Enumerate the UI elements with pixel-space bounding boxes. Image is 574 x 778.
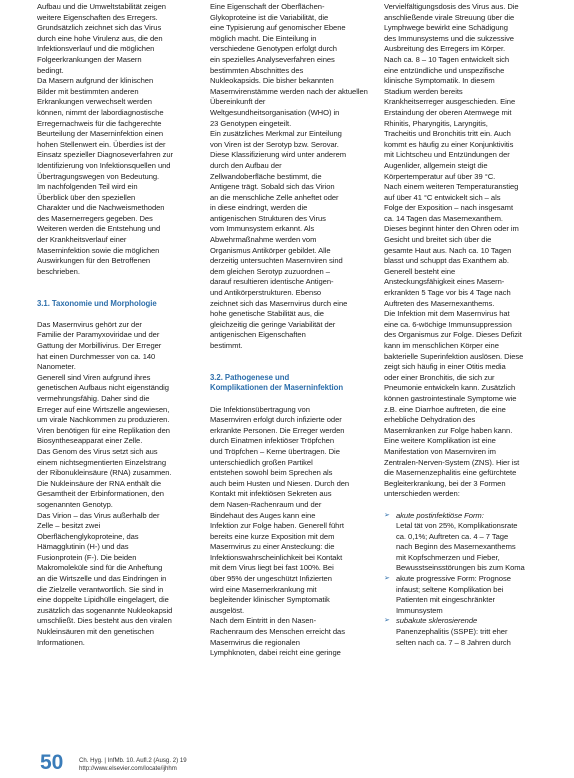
text-line: Abwehrmaßnahme werden vom <box>210 235 317 245</box>
text-line: eine ca. 6-wöchige Immunsuppression <box>384 319 512 329</box>
list-item <box>384 511 549 575</box>
text-line: verschiedene Genotypen erfolgt durch <box>210 44 337 54</box>
text-line: Das Genom des Virus setzt sich aus <box>37 446 158 456</box>
list-item <box>384 574 549 616</box>
encephalitis-forms-list <box>384 511 549 649</box>
text-line: unterschiedlich großen Partikel <box>210 457 313 467</box>
text-line: von Viren ist der Serotyp bzw. Serovar. <box>210 139 339 149</box>
text-line: die Zielzelle verantwortlich. Sie sind in <box>37 584 164 594</box>
text-line: der Krankheitsverlauf einer <box>37 235 127 245</box>
text-line: ca. 0,1%; Auftreten ca. 4 – 7 Tage <box>396 531 509 541</box>
text-line: Einsatz spezieller Diagnoseverfahren zur <box>37 150 174 160</box>
symptoms-paragraph <box>384 2 549 500</box>
text-line: Masernviren erfolgt durch infizierte oder <box>210 415 342 425</box>
text-line: bedingt. <box>37 65 64 75</box>
text-line: Die Infektion mit dem Masernvirus hat <box>384 309 510 319</box>
text-line: Bilder mit bestimmten anderen <box>37 86 139 96</box>
text-line: anschließende virale Streuung über die <box>384 12 515 22</box>
text-line: akute progressive Form: Prognose <box>396 574 511 584</box>
text-line: Erreger auf eine Wirtszelle angewiesen, <box>37 404 170 414</box>
text-line: umschließt. Dies besteht aus den viralen <box>37 616 172 626</box>
text-line: Übertragungswegen von Bedeutung. <box>37 171 160 181</box>
text-line: Ansteckungsfähigkeit eines Masern- <box>384 277 505 287</box>
text-line: auf über 41 °C entwickelt sich – als <box>384 192 501 202</box>
text-line: Nukleokapsids. Die bisher bekannten <box>210 76 334 86</box>
text-line: Gesicht und breitet sich über die <box>384 235 492 245</box>
text-line: blasst und schuppt das Exanthem ab. <box>384 256 509 266</box>
text-line: genetischen Aufbaus nicht eigenständig <box>37 383 169 393</box>
text-line: Patienten mit eingeschränkter <box>396 595 496 605</box>
text-line: Beurteilung der Maserninfektion einen <box>37 129 164 139</box>
text-line: ein spezielles Analyseverfahren eines <box>210 54 335 64</box>
text-line: gleichzeitig die geringe Variabilität der <box>210 319 336 329</box>
text-line: Im nachfolgenden Teil wird ein <box>37 182 138 192</box>
text-line: eine doppelte Lipidhülle eingelagert, die <box>37 595 169 605</box>
text-line: entstehen sowohl beim Sprechen als <box>210 468 333 478</box>
text-line: vermehrungsfähig. Daher sind die <box>37 393 150 403</box>
text-line: Vervielfältigungsdosis des Virus aus. Die <box>384 2 519 11</box>
text-line: beschrieben. <box>37 266 80 276</box>
text-line: ca. 14 Tagen das Masernexanthem. <box>384 213 503 223</box>
arrow-bullet-icon: ➢ <box>384 575 390 583</box>
text-line: Lymphwege bewirkt eine Schädigung <box>384 23 508 33</box>
text-line: eine Typisierung auf genomischer Ebene <box>210 23 346 33</box>
text-line: z.B. eine Diarrhoe auftreten, die eine <box>384 404 506 414</box>
text-line: Zentralen-Nerven-System (ZNS). Hier ist <box>384 457 520 467</box>
citation-url: http://www.elsevier.com/locate/ijhhm <box>79 764 177 772</box>
text-line: Generell sind Viren aufgrund ihres <box>37 372 151 382</box>
text-line: Krankheitserreger ausgeschieden. Eine <box>384 97 516 107</box>
text-line: Aufbau und die Umweltstabilität zeigen <box>37 2 166 11</box>
text-line: Die Infektionsübertragung von <box>210 404 310 414</box>
text-line: Masernvirus die regionalen <box>210 637 300 647</box>
text-line: eine entzündliche und unspezifische <box>384 65 505 75</box>
text-line: selten nach ca. 7 – 8 Jahren durch <box>396 637 511 647</box>
text-line: bestimmten Abschnittes des <box>210 65 304 75</box>
text-line: Begleiterkrankung, bei der 3 Formen <box>384 478 506 488</box>
text-line: Nach dem Eintritt in den Nasen- <box>210 616 317 626</box>
text-line: mit Lichtscheu und Entzündungen der <box>384 150 510 160</box>
text-line: Diese Klassifizierung wird unter anderem <box>210 150 347 160</box>
column-left <box>37 2 198 648</box>
text-line: erkrankte Personen. Die Erreger werden <box>210 425 345 435</box>
text-line: sogenannten Genotyp. <box>37 499 113 509</box>
text-line: Dieses beginnt hinter den Ohren oder im <box>384 224 519 234</box>
text-line: Infektion zur Folge haben. Generell führt <box>210 521 344 531</box>
taxonomy-paragraph <box>37 320 198 648</box>
text-line: hat einen Durchmesser von ca. 140 <box>37 351 156 361</box>
text-line: Zellwandoberfläche bestimmt, die <box>210 171 322 181</box>
heading-line: Komplikationen der Maserninfektion <box>210 383 344 393</box>
text-line: Infektionswahrscheinlichkeit bei Kontakt <box>210 552 343 562</box>
text-line: hohen Stellenwert ein. Überdies ist der <box>37 139 166 149</box>
text-line: Weiteren werden die Entstehung und <box>37 224 161 234</box>
text-line: klinische Symptomatik. In diesem <box>384 76 495 86</box>
text-line: Erregernachweis für die fachgerechte <box>37 118 162 128</box>
text-line: Auswirkungen für den Betroffenen <box>37 256 151 266</box>
intro-paragraph <box>37 2 198 277</box>
text-line: Manifestation von Masernviren im <box>384 446 496 456</box>
text-line: Familie der Paramyxoviridae und der <box>37 330 160 340</box>
list-item <box>384 616 549 648</box>
pathogenesis-paragraph <box>210 405 372 659</box>
text-line: an die Wirtszelle und das Eindringen in <box>37 574 167 584</box>
text-line: Fusionprotein (F-). Die beiden <box>37 552 137 562</box>
text-line: infaust; seltene Komplikation bei <box>396 584 504 594</box>
text-line: Ausbreitung des Erregers im Körper. <box>384 44 506 54</box>
text-line: Das Masernvirus gehört zur der <box>37 319 142 329</box>
text-line: Die Nukleinsäure der RNA enthält die <box>37 478 161 488</box>
text-line: Überblick über den speziellen <box>37 192 136 202</box>
text-line: 23 Genotypen eingeteilt. <box>210 118 292 128</box>
text-line: Kontakt mit infektiösen Sekreten aus <box>210 489 332 499</box>
text-line: Glykoproteine ist die Variabilität, die <box>210 12 329 22</box>
text-line: durch Einatmen infektiöser Tröpfchen <box>210 436 334 446</box>
text-line: Informationen. <box>37 637 85 647</box>
text-line: Erkrankungen verwechselt werden <box>37 97 152 107</box>
page-number: 50 <box>40 751 64 774</box>
text-line: Masernkranken zur Folge haben kann. <box>384 425 513 435</box>
text-line: dem Nasen-Rachenraum und der <box>210 499 322 509</box>
text-line: in diese eindringt, werden die <box>210 203 308 213</box>
text-line: weitere Eigenschaften des Erregers. <box>37 12 158 22</box>
text-line: Augenlider, allgemein steigt die <box>384 160 488 170</box>
text-line: Bindehaut des Auges kann eine <box>210 510 316 520</box>
text-line: Makromoleküle sind für die Anheftung <box>37 563 163 573</box>
text-line: und Antikörperstrukturen. Ebenso <box>210 288 322 298</box>
glycoprotein-paragraph <box>210 2 372 352</box>
text-line: antigenischen Strukturen des Virus <box>210 213 326 223</box>
text-line: Masernvirenstämme werden nach der aktuellen <box>210 86 368 96</box>
text-line: mit dem Virus liegt bei fast 100%. Bei <box>210 563 334 573</box>
text-line: Nach einem weiteren Temperaturanstieg <box>384 182 519 192</box>
text-line: zeigt sich häufig in einer Otitis media <box>384 362 506 372</box>
text-line: hohe genetische Stabilität aus, die <box>210 309 324 319</box>
text-line: dem gleichen Serotyp zuzuordnen – <box>210 266 330 276</box>
text-line: ausgelöst. <box>210 605 245 615</box>
text-line: zusätzlich das sogenannte Nukleokapsid <box>37 605 173 615</box>
text-line: zeichnet sich das Masernvirus durch eine <box>210 298 348 308</box>
text-line: Identifizierung von Infektionsquellen und <box>37 160 171 170</box>
column-right <box>384 2 549 648</box>
text-line: Zelle – besitzt zwei <box>37 521 101 531</box>
text-line: auch beim Husten und Niesen. Durch den <box>210 478 350 488</box>
text-line: Nukleinsäuren mit den genetischen <box>37 627 154 637</box>
text-line: Hämagglutinin (H-) und das <box>37 542 129 552</box>
text-line: kommt es häufig zu einer Konjunktivitis <box>384 139 514 149</box>
text-line: des Immunsystems und die sukzessive <box>384 33 514 43</box>
text-line: darauf resultieren identische Antigen- <box>210 277 334 287</box>
text-line: kann im menschlichen Körper eine <box>384 341 499 350</box>
text-line: Maserninfektion sowie die möglichen <box>37 245 160 255</box>
journal-citation <box>79 757 187 773</box>
text-line: antigenischen Eigenschaften <box>210 330 306 340</box>
text-line: über 95% der ungeschützt Infizierten <box>210 574 332 584</box>
text-line: vom Immunsystem erkannt. Als <box>210 224 315 234</box>
section-heading-taxonomy: 3.1. Taxonomie und Morphologie <box>37 298 157 308</box>
text-line: Pneumonie entwickeln kann. Zusätzlich <box>384 383 516 393</box>
text-line: Nach ca. 8 – 10 Tagen entwickelt sich <box>384 54 510 64</box>
column-middle <box>210 2 372 659</box>
text-line: Das Virion – das Virus außerhalb der <box>37 510 160 520</box>
citation-line: Ch. Hyg. | InfMb. 10. Aufl.2 (Ausg. 2) 19 <box>79 757 187 764</box>
text-line: des Organismus zur Folge. Dieses Defizit <box>384 330 522 340</box>
text-line: Folge der Exposition – nach insgesamt <box>384 203 514 213</box>
text-line: gesamte Haut aus. Nach ca. 10 Tagen <box>384 245 512 255</box>
text-line: einem nichtsegmentierten Einzelstrang <box>37 457 167 467</box>
text-line: können gastrointestinale Symptome wie <box>384 393 517 403</box>
text-line: und Tröpfchen – Kerne übertragen. Die <box>210 446 340 456</box>
text-line: Bewusstseinsstörungen bis zum Koma <box>396 563 525 573</box>
text-line: können, nimmt der labordiagnostische <box>37 107 164 117</box>
text-line: durch den Aufbau der <box>210 160 282 170</box>
text-line: Infektionsverlauf und die möglichen <box>37 44 155 54</box>
text-line: Organismus Antikörper gebildet. Alle <box>210 245 331 255</box>
text-line: unterschieden werden: <box>384 489 460 499</box>
text-line: erhebliche Dehydration des <box>384 415 476 425</box>
text-line: oder einer Bronchitis, die sich zur <box>384 372 495 382</box>
text-line: Da Masern aufgrund der klinischen <box>37 76 154 86</box>
text-line: Immunsystem <box>396 605 443 615</box>
text-line: die Masernenzephalitis eine gefürchtete <box>384 468 517 478</box>
text-line: möglich macht. Die Einteilung in <box>210 33 317 43</box>
text-line: bestimmt. <box>210 341 243 350</box>
text-line: der Ribonukleinsäure (RNA) zusammen. <box>37 468 172 478</box>
text-line: wird eine Masernerkrankung mit <box>210 584 317 594</box>
page-footer <box>0 748 574 778</box>
text-line: Rhinitis, Pharyngitis, Laryngitis, <box>384 118 488 128</box>
text-line: Nanometer. <box>37 362 76 372</box>
text-line: Grundsätzlich zeichnet sich das Virus <box>37 23 162 33</box>
text-line: des Masernerregers gegeben. Des <box>37 213 153 223</box>
text-line: Eine Eigenschaft der Oberflächen- <box>210 2 325 11</box>
text-line: subakute sklerosierende <box>396 616 478 626</box>
arrow-bullet-icon: ➢ <box>384 617 390 625</box>
text-line: Antigene trägt. Sobald sich das Virion <box>210 182 335 192</box>
text-line: derzeitig untersuchten Masernviren sind <box>210 256 343 266</box>
heading-line: 3.2. Pathogenese und <box>210 372 290 382</box>
text-line: Übereinkunft der <box>210 97 266 107</box>
arrow-bullet-icon: ➢ <box>384 511 390 519</box>
text-line: Rachenraum des Menschen erreicht das <box>210 627 345 637</box>
text-line: Auftreten des Masernexanthems. <box>384 298 495 308</box>
text-line: Stadium werden bereits <box>384 86 463 96</box>
text-line: Gattung der Morbillivirus. Der Erreger <box>37 341 162 350</box>
text-line: nach Beginn des Masernexanthems <box>396 542 516 552</box>
text-line: Ein zusätzliches Merkmal zur Einteilung <box>210 129 342 139</box>
section-heading-pathogenesis <box>210 373 372 394</box>
text-line: um virale Nachkommen zu produzieren. <box>37 415 170 425</box>
text-line: Weltgesundheitsorganisation (WHO) in <box>210 107 340 117</box>
text-line: bereits eine kurze Exposition mit dem <box>210 531 335 541</box>
text-line: Tracheitis und Bronchitis tritt ein. Auch <box>384 129 511 139</box>
text-line: akute postinfektiöse Form: <box>396 510 484 520</box>
text-line: durch eine hohe Virulenz aus, die den <box>37 33 163 43</box>
text-line: Generell besteht eine <box>384 266 456 276</box>
text-line: bakterielle Superinfektion auslösen. Diese <box>384 351 524 361</box>
text-line: Masernvirus zu einer Ansteckung: die <box>210 542 335 552</box>
text-line: Körpertemperatur auf über 39 °C. <box>384 171 496 181</box>
text-line: Viren benötigen für eine Replikation den <box>37 425 170 435</box>
text-line: Charakter und die Nachweismethoden <box>37 203 165 213</box>
text-line: mit Kopfschmerzen und Fieber, <box>396 552 500 562</box>
text-line: Erstaindung der oberen Atemwege mit <box>384 107 512 117</box>
text-line: Folgeerkrankungen der Masern <box>37 54 142 64</box>
text-line: Panenzephalitis (SSPE): tritt eher <box>396 627 508 637</box>
text-line: Lymphknoten, dabei reicht eine geringe <box>210 648 341 658</box>
text-line: begleitender klinischer Symptomatik <box>210 595 330 605</box>
text-line: Oberflächenglykoproteine, das <box>37 531 139 541</box>
text-line: erkrankten 5 Tage vor bis 4 Tage nach <box>384 288 511 298</box>
text-line: Letal tät von 25%, Komplikationsrate <box>396 521 518 531</box>
text-line: Eine weitere Komplikation ist eine <box>384 436 496 446</box>
text-line: an die menschliche Zelle anheftet oder <box>210 192 339 202</box>
text-line: Gesamtheit der Erbinformationen, den <box>37 489 164 499</box>
text-line: Biosyntheseapparat einer Zelle. <box>37 436 143 446</box>
